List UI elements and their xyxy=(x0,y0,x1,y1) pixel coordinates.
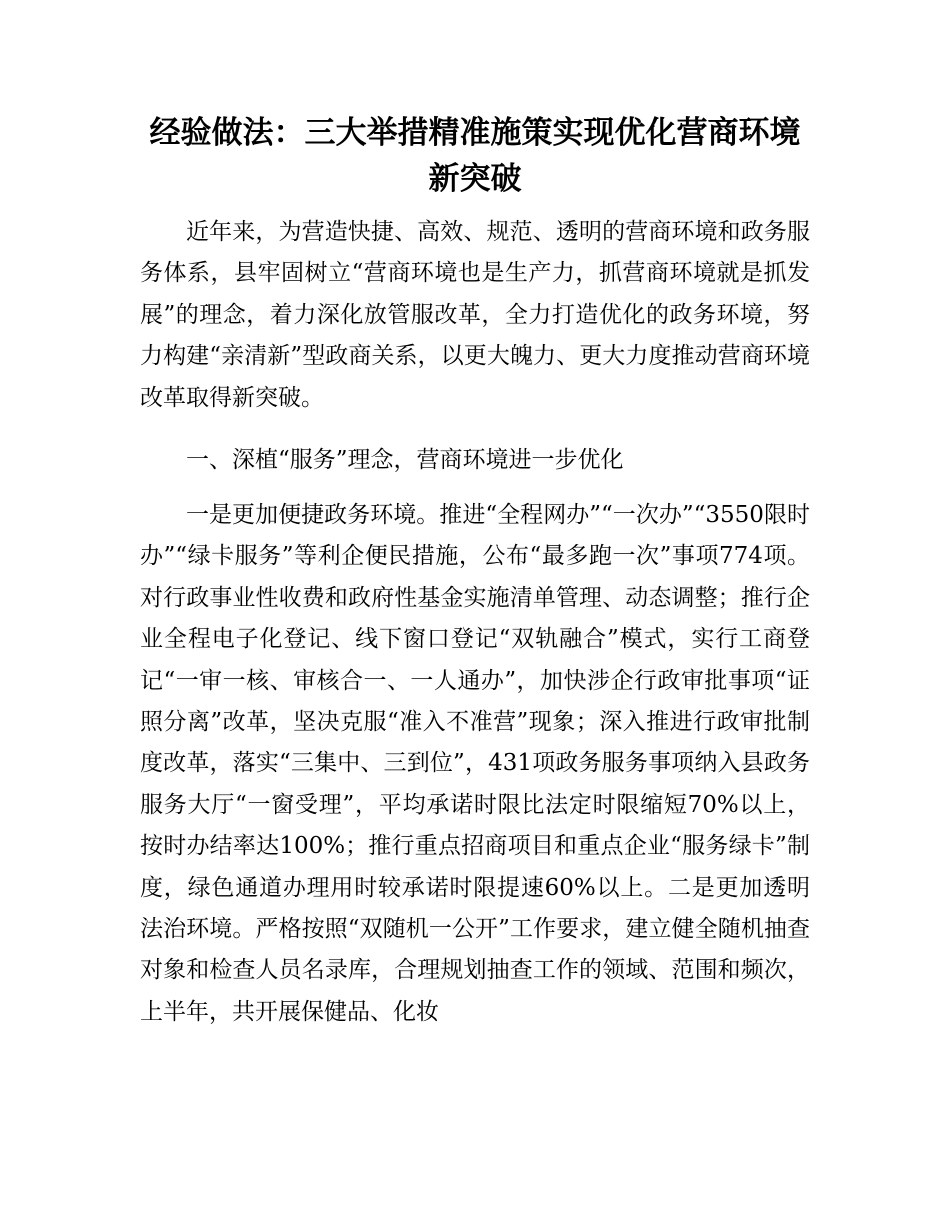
document-title: 经验做法：三大举措精准施策实现优化营商环境新突破 xyxy=(149,115,801,197)
detail-paragraph: 一是更加便捷政务环境。推进“全程网办”“一次办”“3550限时办”“绿卡服务”等利企便民措施，公布“最多跑一次”事项774项。对行政事业性收费和政府性基金实施清单管理、动态调整；推行企业全程电子化登记、线下窗口登记“双轨融合”模式，实行工商登记“一审一核、审核合一、一人通办”，加快涉企行政审批事项“证照分离”改革，坚决克服“准入不准营”现象；深入推进行政审批制度改革，落实“三集中、三到位”，431项政务服务事项纳入县政务服务大厅“一窗受理”，平均承诺时限比法定时限缩短70%以上，按时办结率达100%；推行重点招商项目和重点企业“服务绿卡”制度，绿色通道办理用时较承诺时限提速60%以上。二是更加透明法治环境。严格按照“双随机一公开”工作要求，建立健全随机抽查对象和检查人员名录库，合理规划抽查工作的领域、范围和频次，上半年，共开展保健品、化妆 xyxy=(140,502,810,1025)
section-heading: 一、深植“服务”理念，营商环境进一步优化 xyxy=(186,447,624,473)
intro-paragraph: 近年来，为营造快捷、高效、规范、透明的营商环境和政务服务体系，县牢固树立“营商环境也是生产力，抓营商环境就是抓发展”的理念，着力深化放管服改革，全力打造优化的政务环境，努力构建“亲清新”型政商关系，以更大魄力、更大力度推动营商环境改革取得新突破。 xyxy=(140,219,810,411)
